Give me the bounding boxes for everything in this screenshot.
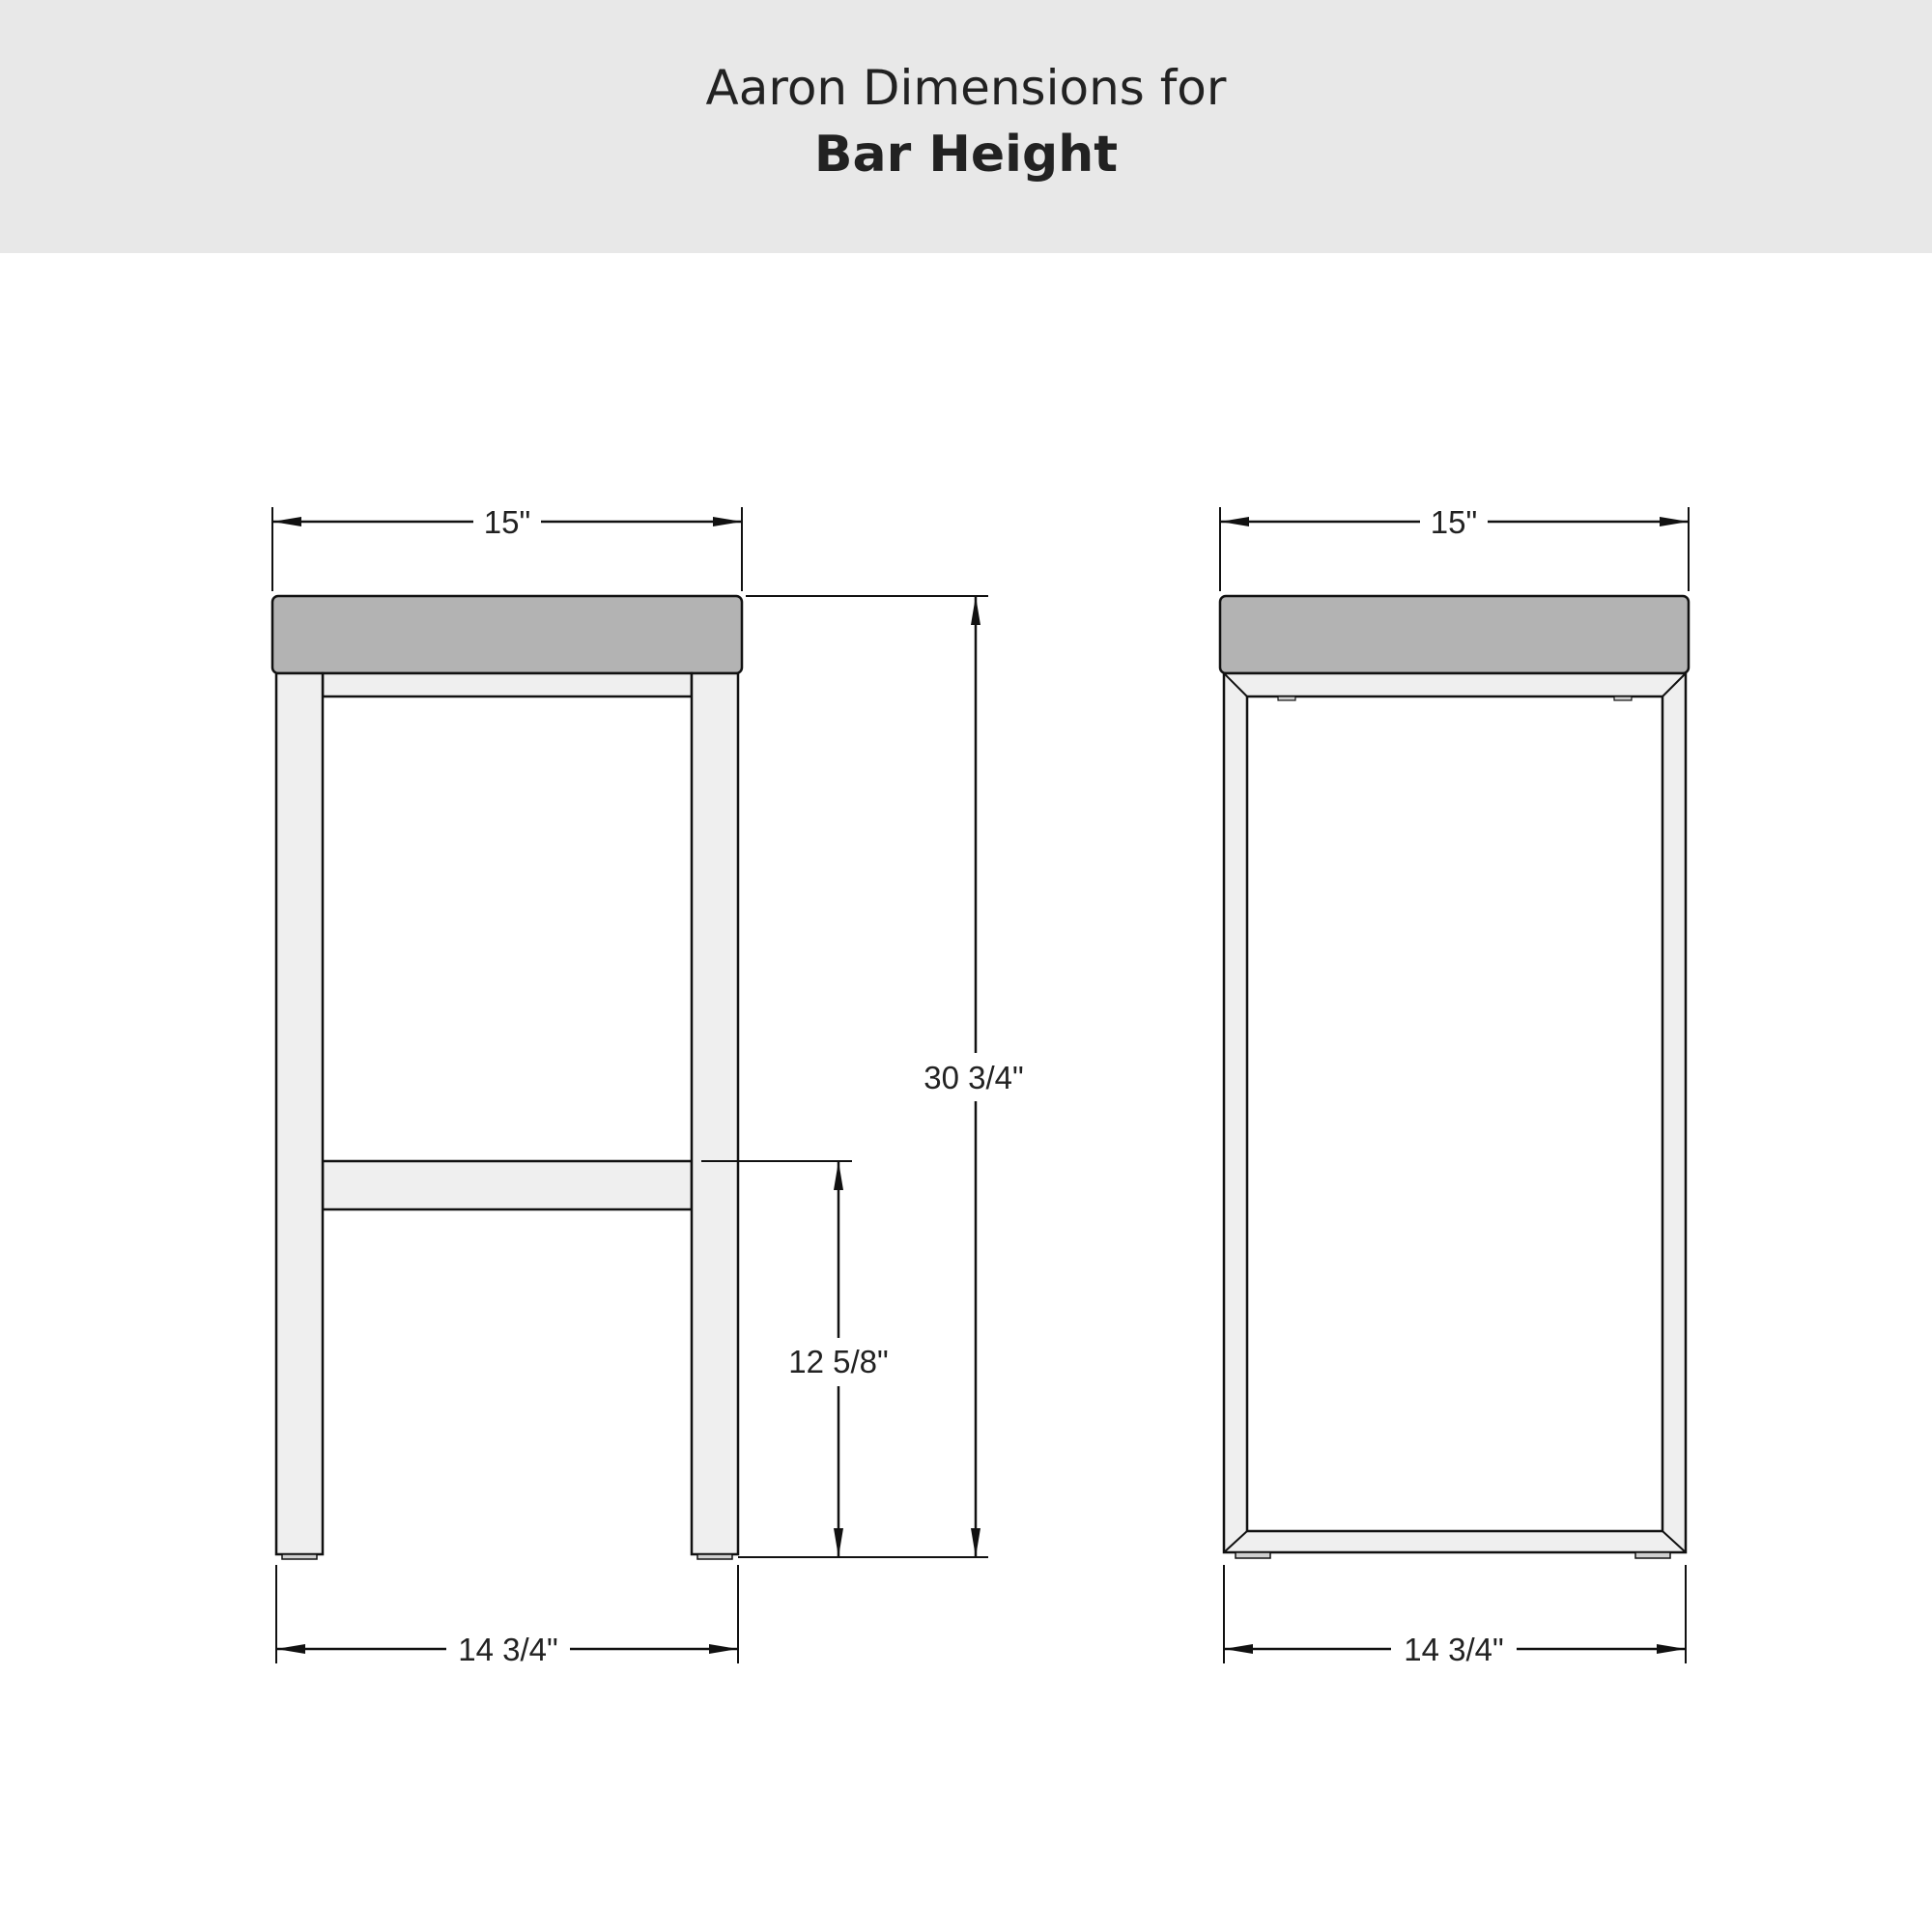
side-top-width-label: 15" — [1430, 504, 1478, 540]
subtitle: Bar Height — [813, 126, 1119, 184]
front-left-leg — [276, 673, 323, 1554]
seat-cushion — [1220, 596, 1689, 673]
top-apron — [323, 673, 692, 696]
footrest — [323, 1161, 692, 1209]
front-right-leg — [692, 673, 738, 1554]
seat-cushion — [272, 596, 742, 673]
side-view — [1220, 504, 1689, 1667]
front-bottom-width-label: 14 3/4" — [458, 1632, 558, 1667]
foot-glide — [1236, 1552, 1270, 1558]
side-bottom-width-label: 14 3/4" — [1404, 1632, 1504, 1667]
seat-pad — [1614, 696, 1632, 700]
side-frame-inner — [1247, 696, 1662, 1531]
foot-glide — [1635, 1552, 1670, 1558]
front-top-width-label: 15" — [483, 504, 531, 540]
seat-pad — [1278, 696, 1295, 700]
foot-glide — [697, 1554, 732, 1559]
front-view — [272, 504, 1024, 1667]
footrest-height-label: 12 5/8" — [788, 1344, 889, 1379]
title: Aaron Dimensions for — [705, 60, 1227, 116]
total-height-label: 30 3/4" — [923, 1060, 1024, 1095]
foot-glide — [282, 1554, 317, 1559]
